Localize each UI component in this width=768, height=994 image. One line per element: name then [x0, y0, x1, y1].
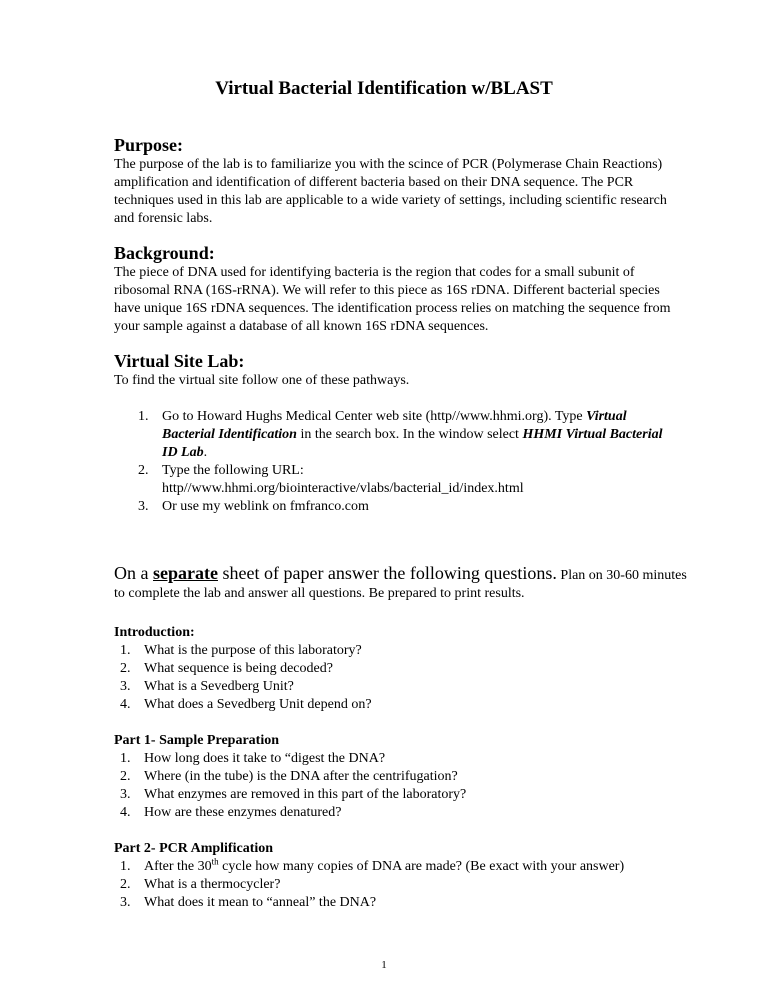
superscript: th: [211, 856, 219, 867]
step-text: Type the following URL:: [162, 463, 304, 478]
list-item: [120, 894, 720, 912]
question-text: What does it mean to “anneal” the DNA?: [144, 895, 377, 910]
part2-questions: [120, 858, 720, 912]
list-item: [138, 408, 678, 462]
step-search-term: Virtual Bacterial Identification: [162, 409, 627, 442]
list-item: [120, 858, 720, 876]
introduction-questions: [120, 642, 680, 714]
question-text: Where (in the tube) is the DNA after the centrifugation?: [144, 769, 458, 784]
question-text: After the 30: [144, 859, 212, 874]
instructions-note: Plan on 30-60 minutes to complete the lab and answer all questions. Be prepared to print results.: [114, 568, 687, 601]
list-item: [120, 804, 680, 822]
part1-heading: Part 1- Sample Preparation: [114, 733, 279, 748]
background-heading: Background:: [114, 243, 215, 263]
list-number: 4.: [120, 697, 131, 712]
part2-heading: Part 2- PCR Amplification: [114, 841, 274, 856]
instructions-main: sheet of paper answer the following questions.: [217, 563, 557, 583]
question-text: cycle how many copies of DNA are made? (Be exact with your answer): [218, 859, 625, 874]
list-item: [120, 876, 720, 894]
list-number: 2.: [120, 877, 131, 892]
instructions: [114, 564, 694, 603]
list-number: 3.: [120, 787, 131, 802]
step-url: http//www.hhmi.org/biointeractive/vlabs/bacterial_id/index.html: [162, 481, 524, 496]
virtual-site-heading: Virtual Site Lab:: [114, 351, 245, 371]
list-number: 3.: [120, 895, 131, 910]
list-item: [120, 696, 680, 714]
list-item: [138, 498, 678, 516]
instructions-prefix: On a: [114, 563, 153, 583]
purpose-text: The purpose of the lab is to familiarize you with the scince of PCR (Polymerase Chain Reactions) amplification and identification of different bacteria based on their DNA sequence. The PCR techniques used in this lab are applicable to a wide variety of settings, including scientific research and forensic labs.: [114, 157, 667, 226]
list-item: [120, 678, 680, 696]
list-number: 3.: [138, 499, 149, 514]
background-paragraph: [114, 264, 674, 336]
part1-questions: [120, 750, 680, 822]
list-item: [120, 768, 680, 786]
list-number: 1.: [120, 859, 131, 874]
list-number: 1.: [120, 751, 131, 766]
instructions-emphasis: separate: [153, 563, 218, 583]
question-text: What is a thermocycler?: [144, 877, 281, 892]
step-text: Or use my weblink on fmfranco.com: [162, 499, 369, 514]
question-text: What sequence is being decoded?: [144, 661, 333, 676]
question-text: What enzymes are removed in this part of the laboratory?: [144, 787, 467, 802]
list-number: 1.: [120, 643, 131, 658]
introduction-heading: Introduction:: [114, 625, 195, 640]
step-text: .: [203, 445, 208, 460]
question-text: What is a Sevedberg Unit?: [144, 679, 294, 694]
list-item: [120, 750, 680, 768]
list-number: 3.: [120, 679, 131, 694]
list-item: [120, 786, 680, 804]
background-text: The piece of DNA used for identifying bacteria is the region that codes for a small subunit of ribosomal RNA (16S-rRNA). We will refer to this piece as 16S rDNA. Different bacterial species have unique 16S rDNA sequences. The identification process relies on matching the sequence from your sample against a database of all known 16S rDNA sequences.: [114, 265, 671, 334]
question-text: What does a Sevedberg Unit depend on?: [144, 697, 372, 712]
question-text: How are these enzymes denatured?: [144, 805, 342, 820]
list-number: 2.: [120, 661, 131, 676]
list-item: [120, 660, 680, 678]
question-text: How long does it take to “digest the DNA?: [144, 751, 386, 766]
list-number: 1.: [138, 409, 149, 424]
list-number: 2.: [120, 769, 131, 784]
list-item: [120, 642, 680, 660]
list-number: 4.: [120, 805, 131, 820]
purpose-paragraph: [114, 156, 674, 228]
step-text: in the search box. In the window select: [296, 427, 523, 442]
list-number: 2.: [138, 463, 149, 478]
step-link-name: HHMI Virtual Bacterial ID Lab: [162, 427, 663, 460]
virtual-site-steps: [138, 408, 678, 516]
step-text: Go to Howard Hughs Medical Center web site (http//www.hhmi.org). Type: [162, 409, 587, 424]
purpose-heading: Purpose:: [114, 135, 183, 155]
virtual-site-intro: To find the virtual site follow one of these pathways.: [114, 373, 410, 388]
list-item: [138, 462, 678, 498]
document-title: Virtual Bacterial Identification w/BLAST: [215, 78, 553, 99]
question-text: What is the purpose of this laboratory?: [144, 643, 362, 658]
page-number: 1: [381, 959, 387, 971]
